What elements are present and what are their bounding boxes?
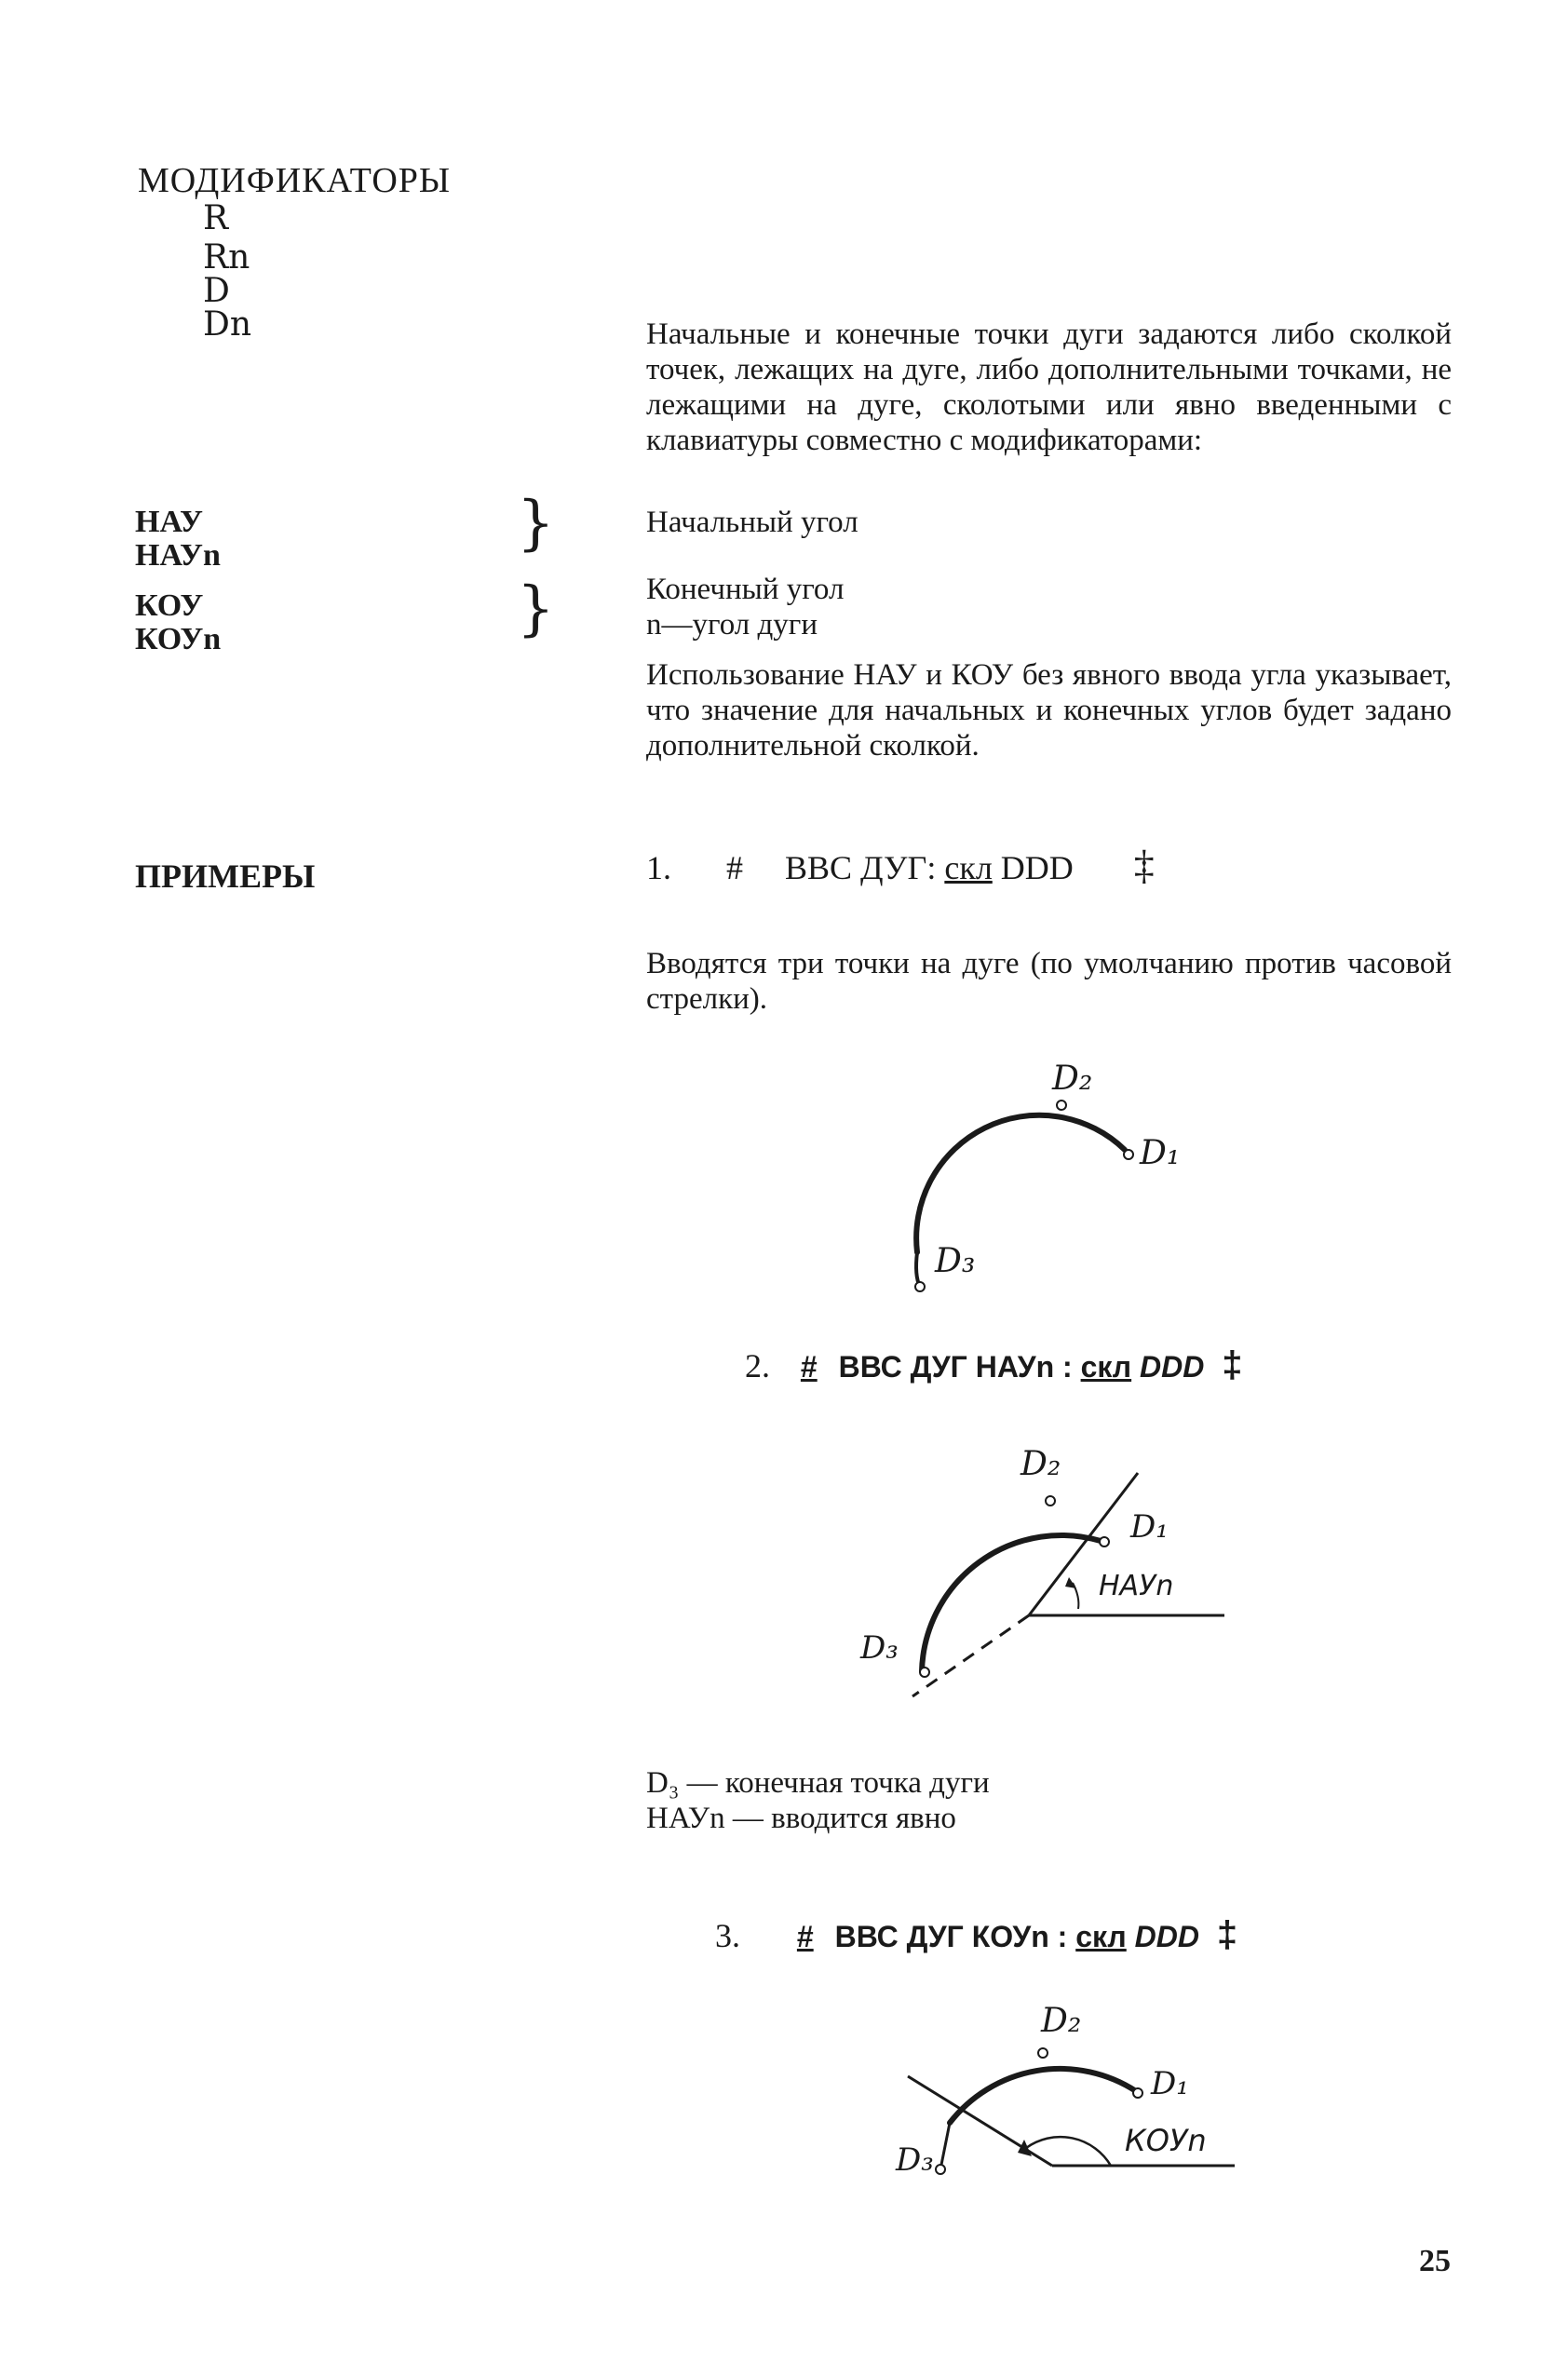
fig3-label-angle: КОУn: [1125, 2123, 1207, 2158]
modifier-d: D: [203, 272, 230, 310]
example-3-end: ‡: [1216, 1914, 1238, 1955]
example-1-skl: скл: [944, 849, 993, 886]
fig3-label-d3: D₃: [896, 2141, 934, 2179]
example-1-command: ВВС ДУГ:: [785, 849, 937, 886]
example-1-number: 1.: [646, 849, 671, 886]
example-3-points: DDD: [1134, 1920, 1199, 1953]
n-angle-desc: n—угол дуги: [646, 608, 818, 642]
fig1-label-d2: D₂: [1052, 1060, 1093, 1098]
key-kou: КОУ: [135, 588, 204, 623]
fig3-label-d1: D₁: [1151, 2065, 1189, 2102]
example-1-end: ‡: [1133, 843, 1155, 888]
modifier-dn: Dn: [203, 305, 252, 344]
figure-2: [857, 1452, 1248, 1713]
example-2-note-1: D₃ — конечная точка дуги: [646, 1766, 990, 1800]
example-3-hash: #: [796, 1920, 814, 1953]
modifier-r: R: [203, 199, 229, 237]
example-1-line: [646, 842, 1155, 889]
example-3-number: 3.: [715, 1917, 740, 1954]
page-number: 25: [1419, 2244, 1451, 2278]
intro-paragraph: Начальные и конечные точки дуги задаются либо сколкой точек, лежащих на дуге, либо дополнительными точками, не лежащими на дуге, сколотыми или явно введенными с клавиатуры совместно с модификаторами:: [646, 317, 1452, 457]
example-2-points: DDD: [1140, 1350, 1205, 1384]
example-3-skl: скл: [1075, 1920, 1127, 1953]
example-1-desc: Вводятся три точки на дуге (по умолчанию против часовой стрелки).: [646, 947, 1452, 1016]
start-angle-desc: Начальный угол: [646, 506, 858, 539]
fig3-label-d2: D₂: [1041, 2002, 1082, 2040]
brace-end: }: [517, 574, 555, 643]
example-3-command: ВВС ДУГ КОУn :: [834, 1920, 1068, 1953]
key-koun: КОУn: [135, 622, 222, 656]
example-1-points: DDD: [1000, 849, 1074, 886]
fig2-label-angle: НАУn: [1099, 1570, 1174, 1602]
modifier-rn: Rn: [203, 238, 250, 277]
fig1-label-d1: D₁: [1140, 1134, 1181, 1172]
modifiers-heading: МОДИФИКАТОРЫ: [138, 161, 452, 200]
usage-note: Использование НАУ и КОУ без явного ввода угла указывает, что значение для начальных и конечных углов будет задано дополнительной сколкой.: [646, 658, 1452, 763]
example-2-end: ‡: [1222, 1344, 1243, 1385]
example-1-hash: #: [726, 849, 743, 886]
fig2-label-d1: D₁: [1130, 1508, 1169, 1546]
end-angle-desc: Конечный угол: [646, 573, 845, 606]
example-2-line: [745, 1344, 1242, 1386]
example-3-line: [715, 1914, 1237, 1956]
fig2-label-d3: D₃: [860, 1629, 899, 1667]
brace-start: }: [517, 489, 555, 558]
fig1-label-d3: D₃: [935, 1242, 976, 1280]
example-2-note-2: НАУn — вводится явно: [646, 1802, 956, 1835]
example-2-command: ВВС ДУГ НАУn :: [838, 1350, 1073, 1384]
key-naun: НАУn: [135, 538, 221, 573]
example-2-number: 2.: [745, 1347, 770, 1384]
example-2-skl: скл: [1080, 1350, 1132, 1384]
fig2-label-d2: D₂: [1021, 1445, 1061, 1483]
examples-heading: ПРИМЕРЫ: [135, 858, 316, 895]
key-nau: НАУ: [135, 505, 203, 539]
example-2-hash: #: [800, 1350, 818, 1384]
